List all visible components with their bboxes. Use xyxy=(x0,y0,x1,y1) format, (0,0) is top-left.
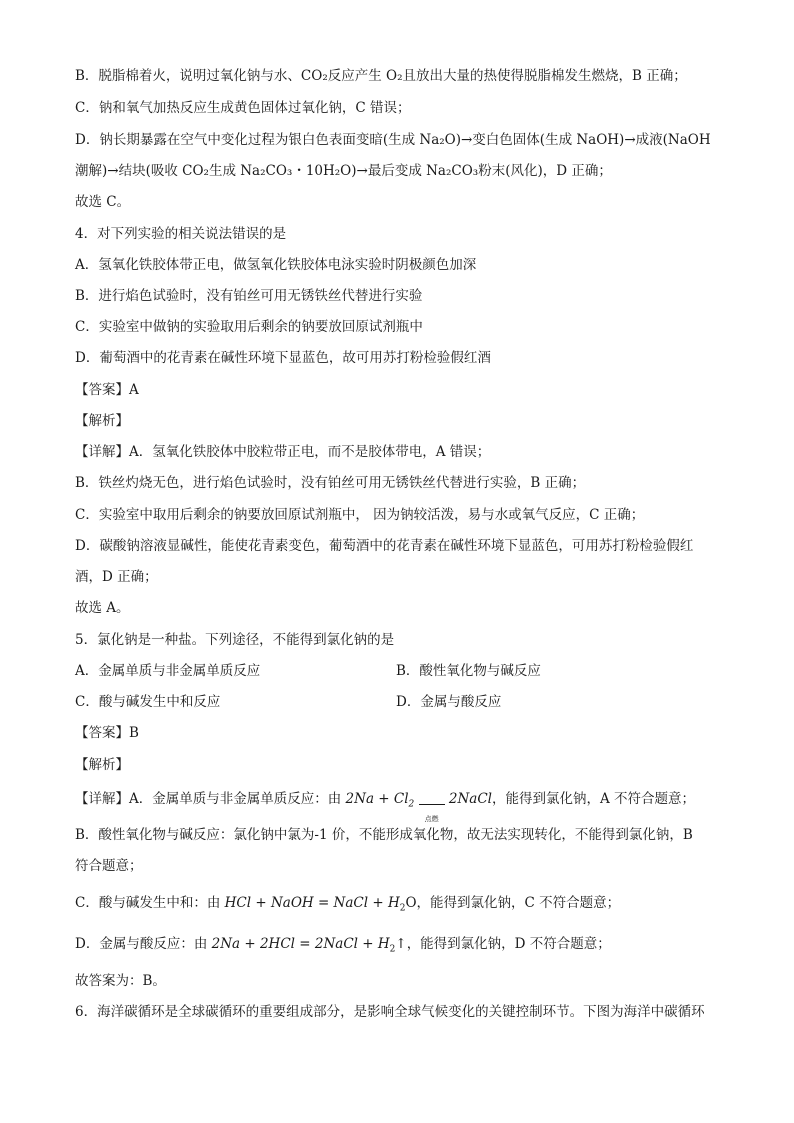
text-line: 潮解)→结块(吸收 CO₂生成 Na₂CO₃・10H₂O)→最后变成 Na₂CO₃粉末(风化)，D 正确； xyxy=(75,163,612,179)
detail-line-d: D．金属与酸反应：由 2Na + 2HCl = 2NaCl + $H_2↑$，能得到氯化钠，D 不符合题意； xyxy=(75,936,611,955)
option-b: B．进行焰色试验时，没有铂丝可用无锈铁丝代替进行实验 xyxy=(75,288,423,304)
option-b: B．酸性氧化物与碱反应 xyxy=(396,663,541,679)
answer-label: 【答案】B xyxy=(75,725,139,741)
analysis-label: 【解析】 xyxy=(75,757,129,773)
text-line: C．钠和氧气加热反应生成黄色固体过氧化钠，C 错误； xyxy=(75,100,411,116)
detail-suffix: ，能得到氯化钠，C 不符合题意； xyxy=(416,895,621,911)
question-6: 6．海洋碳循环是全球碳循环的重要组成部分，是影响全球气候变化的关键控制环节。下图为海洋中碳循环 xyxy=(75,1004,705,1020)
detail-prefix: D．金属与酸反应：由 xyxy=(75,936,208,952)
reaction-condition: 点燃 xyxy=(424,815,439,823)
text-line: 故选 C。 xyxy=(75,194,131,210)
detail-line: D．碳酸钠溶液显碱性，能使花青素变色，葡萄酒中的花青素在碱性环境下显蓝色，可用苏打粉检验假红 xyxy=(75,538,694,554)
gas-arrow-icon: ↑ xyxy=(395,936,407,952)
question-4: 4．对下列实验的相关说法错误的是 xyxy=(75,226,287,242)
option-d: D．葡萄酒中的花青素在碱性环境下显蓝色，故可用苏打粉检验假红酒 xyxy=(75,350,491,366)
equation-left: 2Na + Cl xyxy=(345,791,409,807)
detail-line: 酒，D 正确； xyxy=(75,569,158,585)
detail-line: C．实验室中取用后剩余的钠要放回原试剂瓶中， 因为钠较活泼，易与水或氧气反应，C 正确； xyxy=(75,507,645,523)
text-line: B．脱脂棉着火，说明过氧化钠与水、CO₂反应产生 O₂且放出大量的热使得脱脂棉发生燃烧，B 正确； xyxy=(75,68,687,84)
detail-line-a: 【详解】A．金属单质与非金属单质反应：由 $2Na + Cl_2$ 点燃 2NaCl，能得到氯化钠，A 不符合题意； xyxy=(75,789,695,809)
detail-line: B．铁丝灼烧无色，进行焰色试验时，没有铂丝可用无锈铁丝代替进行实验，B 正确； xyxy=(75,475,586,491)
conclusion-line: 故选 A。 xyxy=(75,600,130,616)
option-d: D．金属与酸反应 xyxy=(396,694,502,710)
detail-line: 【详解】A．氢氧化铁胶体中胶粒带正电，而不是胶体带电，A 错误； xyxy=(75,444,491,460)
question-5: 5．氯化钠是一种盐。下列途径，不能得到氯化钠的是 xyxy=(75,632,395,648)
detail-line-c: C．酸与碱发生中和：由 HCl + NaOH = NaCl + $H_2O$，能得到氯化钠，C 不符合题意； xyxy=(75,895,621,914)
option-c: C．酸与碱发生中和反应 xyxy=(75,694,221,710)
equation: 2Na + 2HCl = 2NaCl + H xyxy=(211,936,390,952)
conclusion-line: 故答案为：B。 xyxy=(75,973,166,989)
option-a: A．氢氧化铁胶体带正电，做氢氧化铁胶体电泳实验时阴极颜色加深 xyxy=(75,257,477,273)
detail-suffix: ，能得到氯化钠，A 不符合题意； xyxy=(491,791,696,807)
detail-line-b1: B．酸性氧化物与碱反应：氯化钠中氯为-1 价，不能形成氧化物，故无法实现转化，不能得到氯化钠，B xyxy=(75,827,693,843)
detail-prefix: 【详解】A．金属单质与非金属单质反应：由 xyxy=(75,791,342,807)
analysis-label: 【解析】 xyxy=(75,413,129,429)
detail-suffix: ，能得到氯化钠，D 不符合题意； xyxy=(406,936,611,952)
detail-prefix: C．酸与碱发生中和：由 xyxy=(75,895,221,911)
option-c: C．实验室中做钠的实验取用后剩余的钠要放回原试剂瓶中 xyxy=(75,319,423,335)
text-line: D．钠长期暴露在空气中变化过程为银白色表面变暗(生成 Na₂O)→变白色固体(生成 NaOH)→成液(NaOH xyxy=(75,132,711,148)
equals-sign xyxy=(419,794,445,823)
equation: HCl + NaOH = NaCl + H xyxy=(224,895,400,911)
equation-right: 2NaCl xyxy=(448,791,492,807)
answer-label: 【答案】A xyxy=(75,382,139,398)
option-a: A．金属单质与非金属单质反应 xyxy=(75,663,261,679)
detail-line-b2: 符合题意； xyxy=(75,858,143,874)
